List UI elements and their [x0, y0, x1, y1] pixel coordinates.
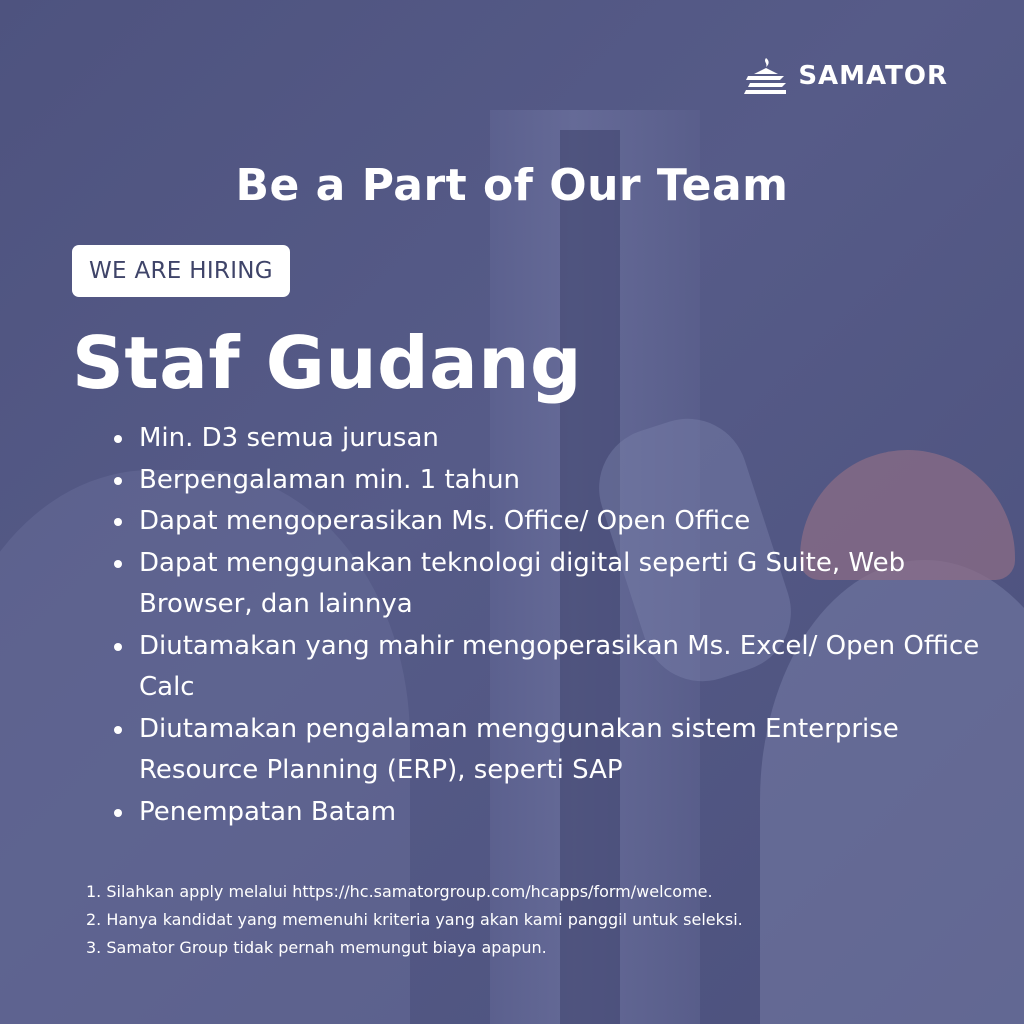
- job-title: Staf Gudang: [72, 321, 583, 405]
- hiring-badge: WE ARE HIRING: [72, 245, 290, 297]
- note-item: 2. Hanya kandidat yang memenuhi kriteria yang akan kami panggil untuk seleksi.: [86, 910, 743, 929]
- headline: Be a Part of Our Team: [235, 160, 789, 211]
- requirement-item: Diutamakan pengalaman menggunakan sistem Enterprise Resource Planning (ERP), seperti SAP: [110, 709, 990, 792]
- samator-logo-icon: [744, 56, 788, 96]
- requirement-item: Dapat mengoperasikan Ms. Office/ Open Office: [110, 501, 990, 543]
- requirement-item: Diutamakan yang mahir mengoperasikan Ms. Excel/ Open Office Calc: [110, 626, 990, 709]
- note-item: 3. Samator Group tidak pernah memungut biaya apapun.: [86, 938, 547, 957]
- samator-logo: [744, 56, 948, 96]
- requirements-list: [110, 418, 990, 833]
- note-item: 1. Silahkan apply melalui https://hc.samatorgroup.com/hcapps/form/welcome.: [86, 882, 713, 901]
- requirement-item: Min. D3 semua jurusan: [110, 418, 990, 460]
- requirement-item: Berpengalaman min. 1 tahun: [110, 460, 990, 502]
- requirement-item: Dapat menggunakan teknologi digital seperti G Suite, Web Browser, dan lainnya: [110, 543, 990, 626]
- samator-logo-text: SAMATOR: [798, 61, 948, 91]
- notes-list: [86, 878, 986, 962]
- requirement-item: Penempatan Batam: [110, 792, 990, 834]
